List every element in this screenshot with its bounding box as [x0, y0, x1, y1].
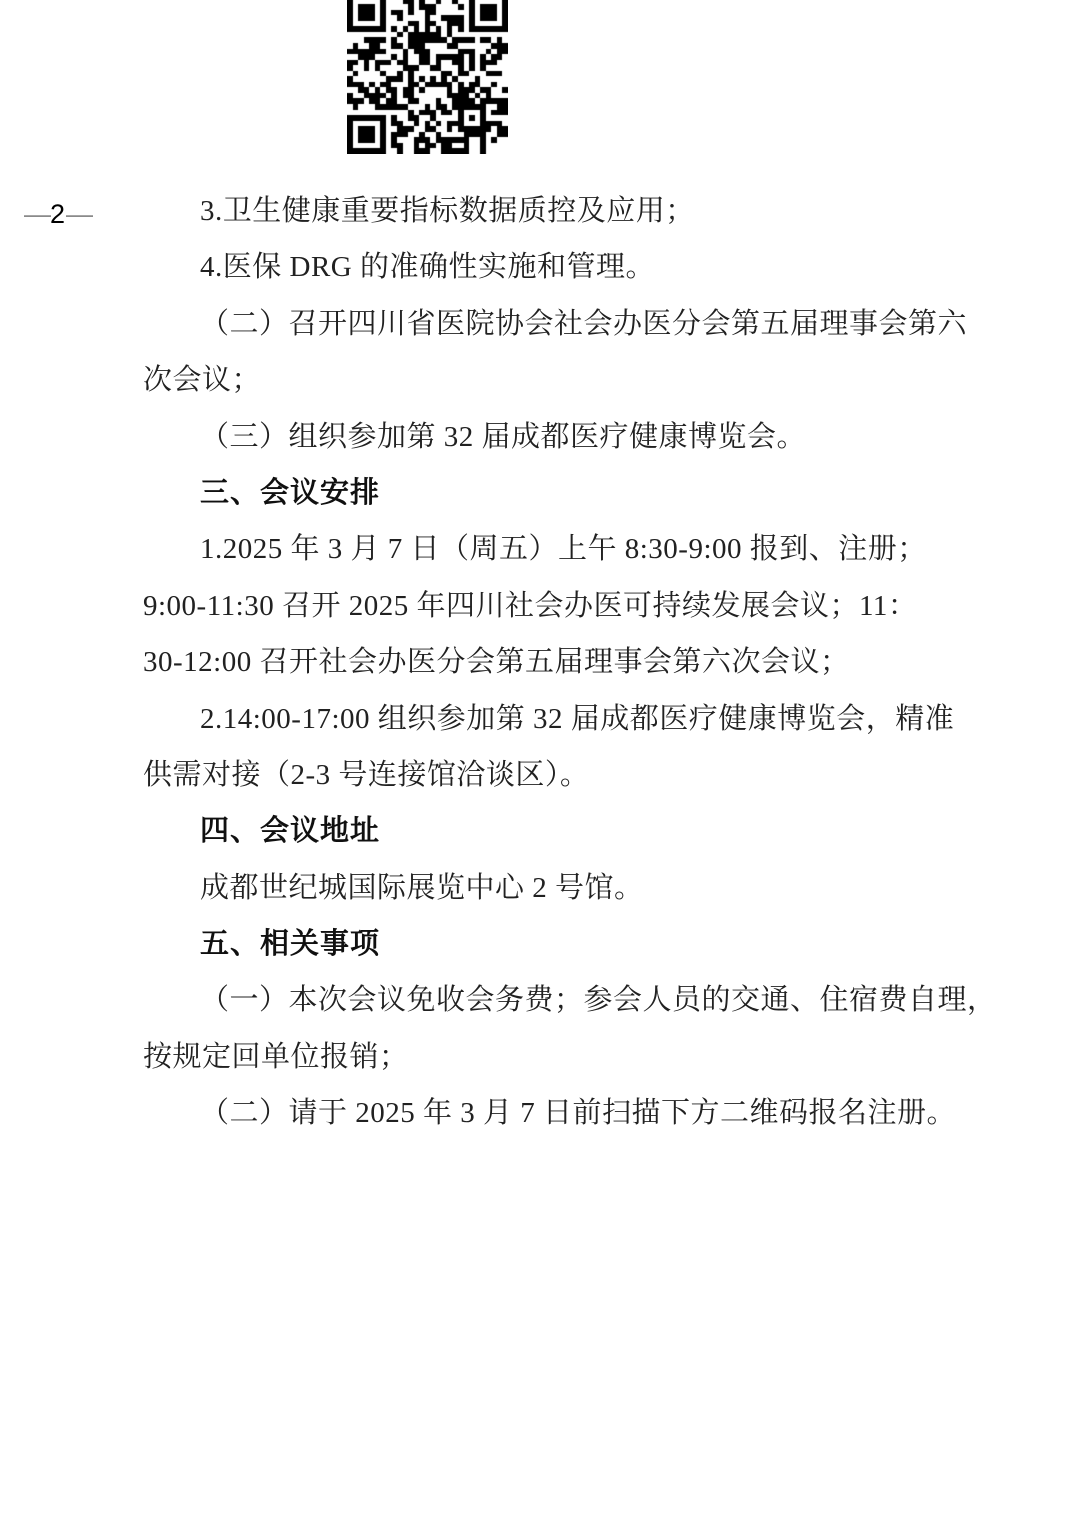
section-heading: 四、会议地址 [200, 815, 381, 848]
text-line: 4.医保 DRG 的准确性实施和管理。 [200, 251, 655, 284]
text-line: 次会议； [143, 364, 262, 397]
text-line: 2.14:00-17:00 组织参加第 32 届成都医疗健康博览会，精准 [200, 702, 955, 735]
text-line: （三）组织参加第 32 届成都医疗健康博览会。 [200, 420, 807, 453]
text-line: 供需对接（2-3 号连接馆洽谈区）。 [143, 758, 590, 791]
page-number-dash-right: — [66, 199, 92, 229]
text-line: 30-12:00 召开社会办医分会第五届理事会第六次会议； [143, 646, 850, 679]
page-number-dash-left: — [24, 199, 49, 229]
page-number-value: 2 [50, 199, 66, 229]
text-line: （一）本次会议免收会务费；参会人员的交通、住宿费自理， [200, 984, 997, 1017]
text-line: 9:00-11:30 召开 2025 年四川社会办医可持续发展会议；11： [143, 589, 918, 622]
text-line: （二）召开四川省医院协会社会办医分会第五届理事会第六 [200, 307, 968, 340]
section-heading: 五、相关事项 [200, 928, 381, 961]
qr-code-block [347, 0, 508, 154]
text-line: 成都世纪城国际展览中心 2 号馆。 [200, 871, 644, 904]
text-line: 3.卫生健康重要指标数据质控及应用； [200, 195, 695, 227]
document-body [143, 183, 997, 1142]
qr-code [347, 0, 508, 154]
text-line: 1.2025 年 3 月 7 日（周五）上午 8:30-9:00 报到、注册； [200, 533, 927, 566]
section-heading: 三、会议安排 [200, 476, 381, 509]
text-line: （二）请于 2025 年 3 月 7 日前扫描下方二维码报名注册。 [200, 1097, 957, 1130]
text-line: 按规定回单位报销； [143, 1040, 409, 1073]
